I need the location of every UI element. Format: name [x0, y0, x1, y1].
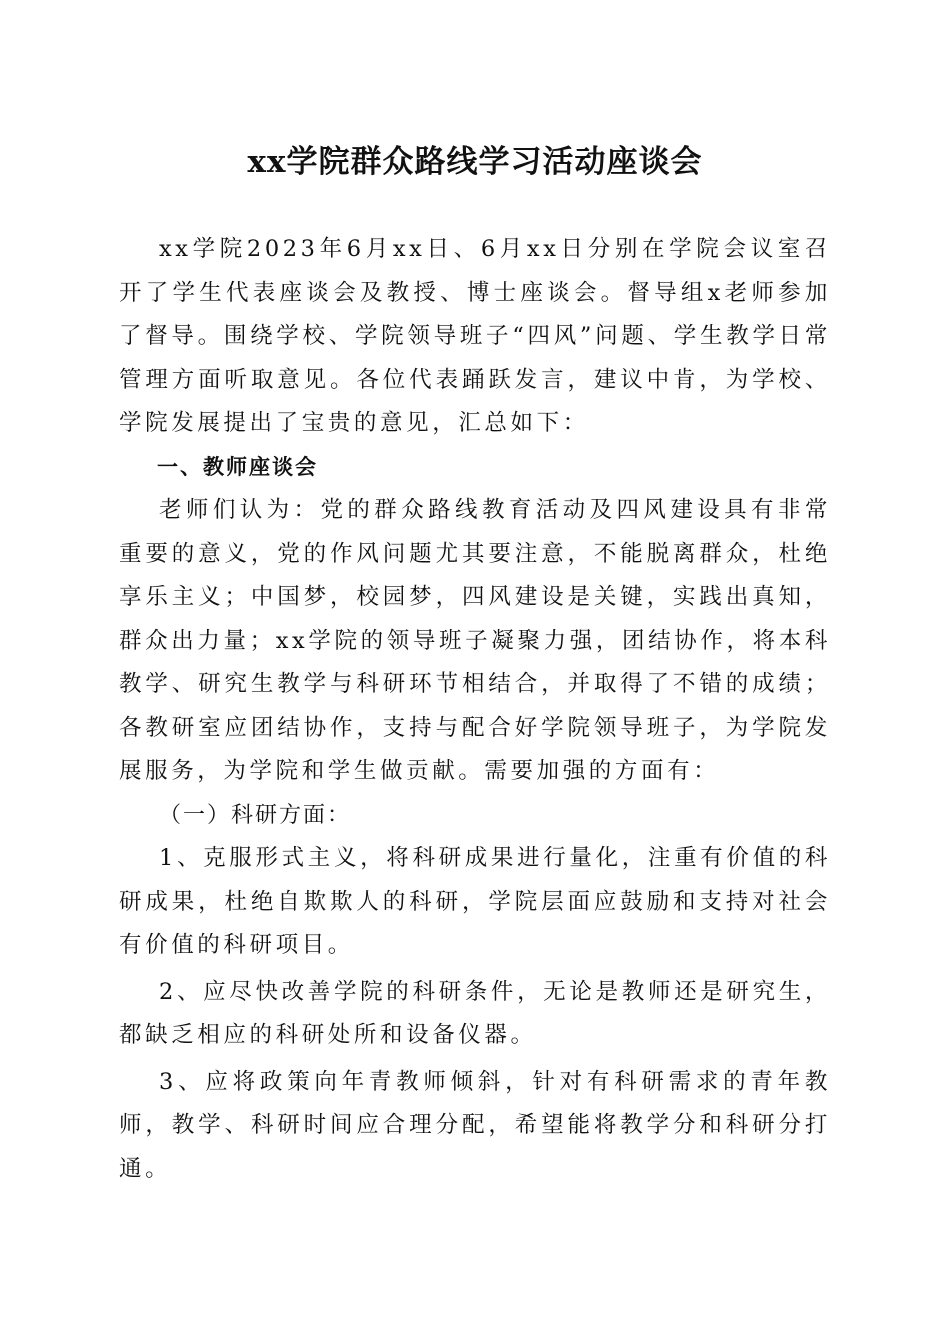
document-title: xx学院群众路线学习活动座谈会 — [247, 144, 703, 180]
teacher-opinion-paragraph: 老师们认为：党的群众路线教育活动及四风建设具有非常重要的意义，党的作风问题尤其要注意，不能脱离群众，杜绝享乐主义；中国梦，校园梦，四风建设是关键，实践出真知，群众出力量；xx学院的领导班子凝聚力强，团结协作，将本科教学、研究生教学与科研环节相结合，并取得了不错的成绩；各教研室应团结协作，支持与配合好学院领导班子，为学院发展服务，为学院和学生做贡献。需要加强的方面有： — [119, 497, 831, 784]
document-body — [119, 228, 831, 1191]
subheading-research: （一）科研方面： — [159, 802, 352, 828]
research-item-2: 2、应尽快改善学院的科研条件，无论是教师还是研究生，都缺乏相应的科研处所和设备仪器。 — [119, 978, 831, 1048]
research-item-3: 3、应将政策向年青教师倾斜，针对有科研需求的青年教师，教学、科研时间应合理分配，希望能将教学分和科研分打通。 — [119, 1068, 831, 1182]
research-item-1: 1、克服形式主义，将科研成果进行量化，注重有价值的科研成果，杜绝自欺欺人的科研，学院层面应鼓励和支持对社会有价值的科研项目。 — [119, 845, 831, 958]
intro-paragraph: xx学院2023年6月xx日、6月xx日分别在学院会议室召开了学生代表座谈会及教授、博士座谈会。督导组x老师参加了督导。围绕学校、学院领导班子“四风”问题、学生教学日常管理方面听取意见。各位代表踊跃发言，建议中肯，为学校、学院发展提出了宝贵的意见，汇总如下： — [119, 236, 831, 436]
section-heading-teacher-meeting: 一、教师座谈会 — [157, 454, 318, 479]
